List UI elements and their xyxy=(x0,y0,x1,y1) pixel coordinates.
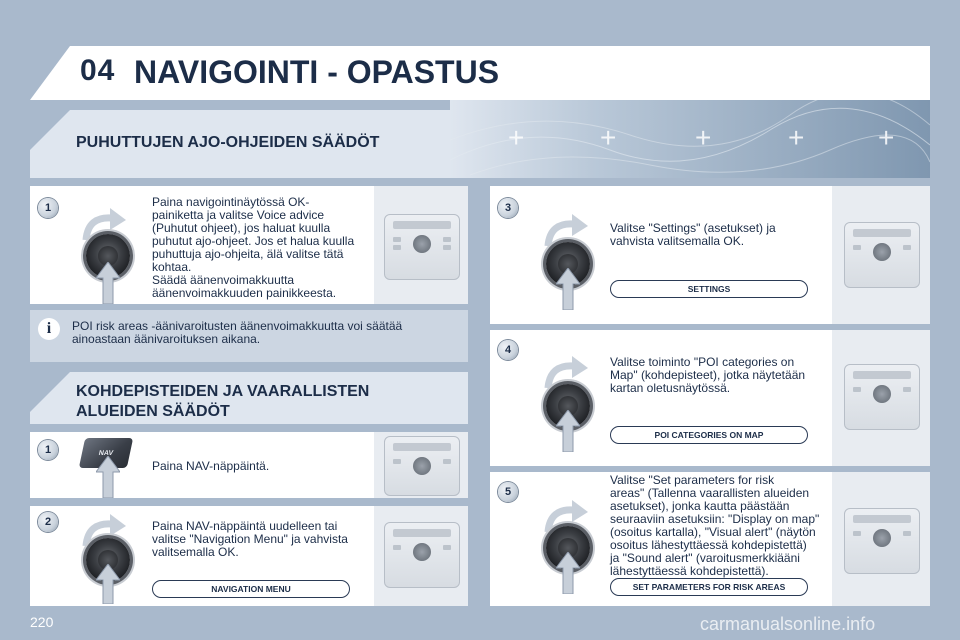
menu-option-label: POI CATEGORIES ON MAP xyxy=(610,426,808,444)
page-title: NAVIGOINTI - OPASTUS xyxy=(134,54,500,90)
radio-unit-icon xyxy=(844,508,920,574)
press-arrow-icon xyxy=(96,456,120,498)
plus-icon: + xyxy=(600,122,617,153)
step-panel xyxy=(490,186,832,324)
menu-option-label: SETTINGS xyxy=(610,280,808,298)
page-number: 220 xyxy=(30,614,54,630)
radio-unit-icon xyxy=(384,214,460,280)
radio-unit-icon xyxy=(844,222,920,288)
plus-icon: + xyxy=(788,122,805,153)
menu-option-label: SET PARAMETERS FOR RISK AREAS xyxy=(610,578,808,596)
press-arrow-icon xyxy=(556,268,580,310)
step-description: Valitse "Set parameters for risk areas" (Tallenna vaarallisten alueiden asetukset), jonka kautta päästään seuraaviin asetuksiin: "Display on map" (osoitus kartalla), "Visual alert" (näytön osoitus lähestyttäessä kohdepistettä) ja "Sound alert" (varoitusmerkkiääni lähestyttäessä kohdepistettä). xyxy=(610,473,820,578)
step-description: Valitse "Settings" (asetukset) ja vahvista valitsemalla OK. xyxy=(610,221,776,248)
plus-icon: + xyxy=(878,122,895,153)
section-title-voice: PUHUTTUJEN AJO-OHJEIDEN SÄÄDÖT xyxy=(76,134,380,151)
radio-unit-icon xyxy=(384,436,460,496)
info-icon: i xyxy=(38,318,60,340)
plus-icon: + xyxy=(508,122,525,153)
info-text: POI risk areas -äänivaroitusten äänenvoimakkuutta voi säätää ainoastaan äänivaroituksen aikana. xyxy=(72,319,403,346)
step-number-badge: 5 xyxy=(498,482,518,502)
step-panel xyxy=(490,330,832,466)
step-number-badge: 3 xyxy=(498,198,518,218)
step-description: Paina navigointinäytössä OK- painiketta ja valitse Voice advice (Puhutut ohjeet), jos haluat kuulla puhutut ajo-ohjeet. Jos et halua kuulla puhuttuja ajo-ohjeita, älä valitse tätä kohtaa. Säädä äänenvoimakkuutta äänenvoimakkuuden painikkeesta. xyxy=(152,195,355,300)
step-number-badge: 1 xyxy=(38,440,58,460)
press-arrow-icon xyxy=(556,552,580,594)
press-arrow-icon xyxy=(556,410,580,452)
step-number-badge: 2 xyxy=(38,512,58,532)
radio-unit-icon xyxy=(844,364,920,430)
press-arrow-icon xyxy=(96,262,120,304)
nav-button-icon: NAV xyxy=(79,438,133,468)
step-number-badge: 4 xyxy=(498,340,518,360)
step-description: Valitse toiminto "POI categories on Map" (kohdepisteet), jotka näytetään kartan oletusnäytössä. xyxy=(610,355,806,395)
step-description: Paina NAV-näppäintä uudelleen tai valitse "Navigation Menu" ja vahvista valitsemalla OK. xyxy=(152,519,348,559)
watermark: carmanualsonline.info xyxy=(700,614,876,634)
step-description: Paina NAV-näppäintä. xyxy=(152,459,270,473)
radio-unit-icon xyxy=(384,522,460,588)
section-title-poi: KOHDEPISTEIDEN JA VAARALLISTEN ALUEIDEN SÄÄDÖT xyxy=(76,383,370,420)
plus-icon: + xyxy=(695,122,712,153)
press-arrow-icon xyxy=(96,564,120,604)
menu-option-label: NAVIGATION MENU xyxy=(152,580,350,598)
map-decoration xyxy=(450,100,930,178)
chapter-number: 04 xyxy=(80,54,116,87)
step-number-badge: 1 xyxy=(38,198,58,218)
